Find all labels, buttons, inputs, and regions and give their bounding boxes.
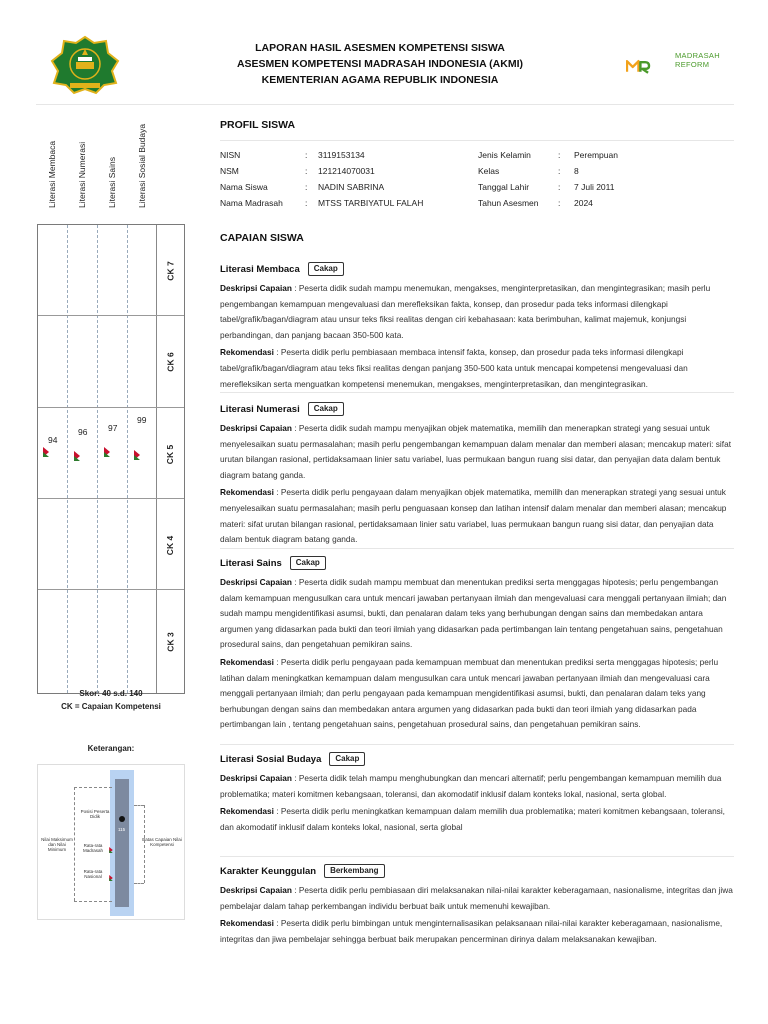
section-divider — [220, 140, 734, 141]
profile-row: Nama Siswa : NADIN SABRINA Tanggal Lahir : 7 Juli 2011 — [220, 182, 615, 192]
column-header-literasi-membaca: Literasi Membaca — [47, 140, 57, 208]
header-divider — [36, 104, 734, 105]
legend-diagram — [37, 764, 185, 920]
score-range-note: Skor: 40 s.d. 140 CK = Capaian Kompetensi — [61, 689, 161, 711]
achievement-description: Deskripsi Capaian : Peserta didik perlu pembiasaan diri melaksanakan nilai-nilai karakter keberagamaan, nasionalisme, integritas dan jiwa pembelajar dalam tahap perkembangan individu berbuat baik untuk memenuhi kewajiban. — [220, 885, 733, 911]
recommendation: Rekomendasi : Peserta didik perlu pembiasaan membaca intensif fakta, konsep, dan prosedur pada teks informasi dilengkapi tabel/grafik/bagan/diagram atau teks fiksi realitas dengan panjang 350-500 kata untuk mencapai kompetensi mengevaluasi dan merefleksikan serta menguatkan kompetensi menemukan, mengakses, menginterpretasikan, dan mengintegrasikan. — [220, 347, 688, 389]
profile-row: Nama Madrasah : MTSS TARBIYATUL FALAH Tahun Asesmen : 2024 — [220, 198, 593, 208]
legend-rata-nasional-label: Rata-rata Nasional — [83, 869, 103, 879]
level-label-ck5: CK 5 — [165, 444, 176, 465]
section-divider — [220, 856, 734, 857]
madrasah-reform-wordmark: MADRASAH REFORM — [675, 51, 720, 69]
grid-divider — [97, 225, 98, 693]
legend-posisi-label: Posisi Peserta Didik — [80, 809, 110, 819]
achievement-description: Deskripsi Capaian : Peserta didik sudah mampu membuat dan menentukan prediksi serta menggagas hipotesis; perlu pengembangan dalam kemampuan mengusulkan cara untuk mencari jawaban pertanyaan ilmiah dan mengevaluasi cara menggali pertanyaan ilmiah; dan sudah mampu mengidentifikasi asumsi, bukti, dan penalaran dalam teks yang berhubungan dengan sains dan membedakan antara argumen yang didasarkan pada bukti dan teori ilmiah yang didasarkan pada pertimbangan lain tentang pengetahuan sains, pengetahuan prosedural sains, dan pengetahuan pemikiran sains. — [220, 577, 727, 650]
recommendation: Rekomendasi : Peserta didik perlu bimbingan untuk menginternalisasikan pelaksanaan nilai-nilai karakter keberagamaan, nasionalisme, integritas dan jiwa pembelajar sehingga berbuat baik merupakan pencerminan dirinya dalam melaksanakan kewajiban. — [220, 918, 723, 944]
level-badge: Cakap — [290, 556, 326, 570]
report-header — [0, 0, 768, 104]
score-literasi-numerasi: 96 — [78, 427, 88, 437]
subject-literasi-sains — [220, 556, 734, 733]
subject-name: Literasi Sains — [220, 557, 282, 569]
report-title-line1: LAPORAN HASIL ASESMEN KOMPETENSI SISWA — [255, 42, 505, 54]
kemenag-logo-icon — [50, 35, 120, 95]
legend-connector — [74, 787, 75, 901]
subject-literasi-sosial-budaya — [220, 752, 734, 835]
recommendation: Rekomendasi : Peserta didik perlu pengayaan dalam menyajikan objek matematika, memilih dan menerapkan strategi yang sesuai untuk menyelesaikan suatu permasalahan; masih perlu penguasaan konsep dan latihan intensif dalam menalar dan memberi alasan; mencakup materi: sifat urutan bilangan rasional, pertidaksamaan linier satu variabel, luas permukaan bangun ruang sisi datar, dan penyajian data dalam bentuk diagram batang ganda. — [220, 487, 727, 545]
profile-row: NISN : 3119153134 Jenis Kelamin : Perempuan — [220, 150, 618, 160]
subject-karakter-keunggulan — [220, 864, 734, 947]
section-divider — [220, 548, 734, 549]
level-badge: Cakap — [308, 262, 344, 276]
subject-literasi-membaca — [220, 262, 734, 392]
legend-bar — [115, 779, 129, 907]
column-header-literasi-sosial-budaya: Literasi Sosial Budaya — [137, 123, 147, 208]
column-header-literasi-numerasi: Literasi Numerasi — [77, 141, 87, 208]
achievement-description: Deskripsi Capaian : Peserta didik sudah mampu menemukan, mengakses, menginterpretasikan, dan mengintegrasikan; masih perlu pengembangan kemampuan mengevaluasi dan merefleksikan fakta, konsep, dan prosedur pada teks informasi dilengkapi tabel/grafik/bagan/diagram atau unsur teks fiksi realitas dengan ciri kebahasaan: kata berimbuhan, kalimat majemuk, konjungsi perbandingan, dan panjang bacaan 350-500 kata. — [220, 283, 711, 340]
level-badge: Cakap — [308, 402, 344, 416]
subject-name: Literasi Numerasi — [220, 403, 300, 415]
madrasah-reform-logo-icon — [626, 48, 674, 84]
legend-connector — [74, 787, 112, 788]
score-literasi-sains: 97 — [108, 423, 118, 433]
legend-title: Keterangan: — [87, 744, 135, 753]
legend-sample-value: 115 — [118, 827, 126, 832]
legend-batas-label: Batas Capaian Nilai Kompetensi — [142, 837, 182, 847]
legend-connector — [144, 805, 145, 883]
level-label-ck7: CK 7 — [166, 261, 176, 281]
subject-name: Karakter Keunggulan — [220, 865, 317, 877]
profil-section-title: PROFIL SISWA — [220, 119, 296, 131]
position-marker-icon — [43, 447, 49, 457]
level-label-ck6: CK 6 — [166, 352, 176, 372]
score-literasi-membaca: 94 — [48, 435, 58, 445]
report-title-block — [200, 40, 560, 88]
competency-grid — [37, 224, 185, 694]
capaian-section-title: CAPAIAN SISWA — [220, 232, 304, 244]
legend-connector — [134, 883, 144, 884]
subject-literasi-numerasi — [220, 402, 734, 548]
position-marker-icon — [104, 447, 110, 457]
level-badge: Cakap — [329, 752, 365, 766]
subject-name: Literasi Sosial Budaya — [220, 753, 322, 765]
score-literasi-sosial-budaya: 99 — [137, 415, 147, 425]
subject-name: Literasi Membaca — [220, 263, 300, 275]
legend-max-min-label: Nilai Maksimum dan Nilai Minimum — [41, 837, 73, 852]
level-badge: Berkembang — [324, 864, 384, 878]
section-divider — [220, 744, 734, 745]
legend-madrasah-marker-icon — [109, 847, 113, 853]
legend-connector — [74, 901, 112, 902]
recommendation: Rekomendasi : Peserta didik perlu meningkatkan kemampuan dalam memilih dua problematika; materi komitmen kebangsaan, toleransi, dan akomodatif inklusif dalam konteks lokal, nasional, serta global — [220, 806, 725, 832]
legend-student-dot-icon — [118, 815, 126, 823]
level-label-ck4: CK 4 — [165, 535, 176, 556]
achievement-description: Deskripsi Capaian : Peserta didik telah mampu menghubungkan dan mencari alternatif; perlu pengembangan kemampuan memilih dua problematika; materi komitmen kebangsaan, toleransi, dan akomodatif inklusif dalam konteks lokal, nasional, serta global. — [220, 773, 722, 799]
legend-rata-madrasah-label: Rata-rata Madrasah — [82, 843, 103, 853]
section-divider — [220, 392, 734, 393]
report-title-line2: ASESMEN KOMPETENSI MADRASAH INDONESIA (AKMI) — [236, 58, 524, 70]
recommendation: Rekomendasi : Peserta didik perlu pengayaan pada kemampuan membuat dan menentukan prediksi serta menggagas hipotesis; perlu latihan dalam meningkatkan kemampuan dalam mengusulkan cara untuk mencari jawaban pertanyaan ilmiah dan mengevaluasi cara menggali pertanyaan ilmiah; dan perlu pengayaan pada kemampuan mengidentifikasi asumsi, bukti, dan penalaran dalam teks yang berhubungan dengan sains dan membedakan antara argumen yang didasarkan pada bukti dan teori ilmiah yang didasarkan pada pertimbangan lain , tentang pengetahuan sains, pengetahuan prosedural sains, dan pengetahuan pemikiran sains. — [220, 656, 719, 730]
legend-connector — [134, 805, 144, 806]
legend-nasional-marker-icon — [109, 875, 113, 881]
column-header-literasi-sains: Literasi Sains — [107, 156, 117, 208]
achievement-description: Deskripsi Capaian : Peserta didik sudah mampu menyajikan objek matematika, memilih dan menerapkan strategi yang sesuai untuk menyelesaikan suatu permasalahan; masih perlu pengembangan kemampuan dalam menalar dan memberi alasan; mencakup materi: sifat urutan bilangan rasional, pertidaksamaan linier satu variabel, luas permukaan bangun ruang sisi datar, dan penyajian data dalam bentuk diagram batang ganda. — [220, 423, 731, 480]
report-title-line3: KEMENTERIAN AGAMA REPUBLIK INDONESIA — [261, 74, 499, 86]
position-marker-icon — [134, 450, 140, 460]
position-marker-icon — [74, 451, 80, 461]
chart-column-headers — [37, 114, 185, 218]
grid-divider — [67, 225, 68, 693]
level-label-ck3: CK 3 — [166, 632, 176, 652]
profile-row: NSM : 121214070031 Kelas : 8 — [220, 166, 579, 176]
